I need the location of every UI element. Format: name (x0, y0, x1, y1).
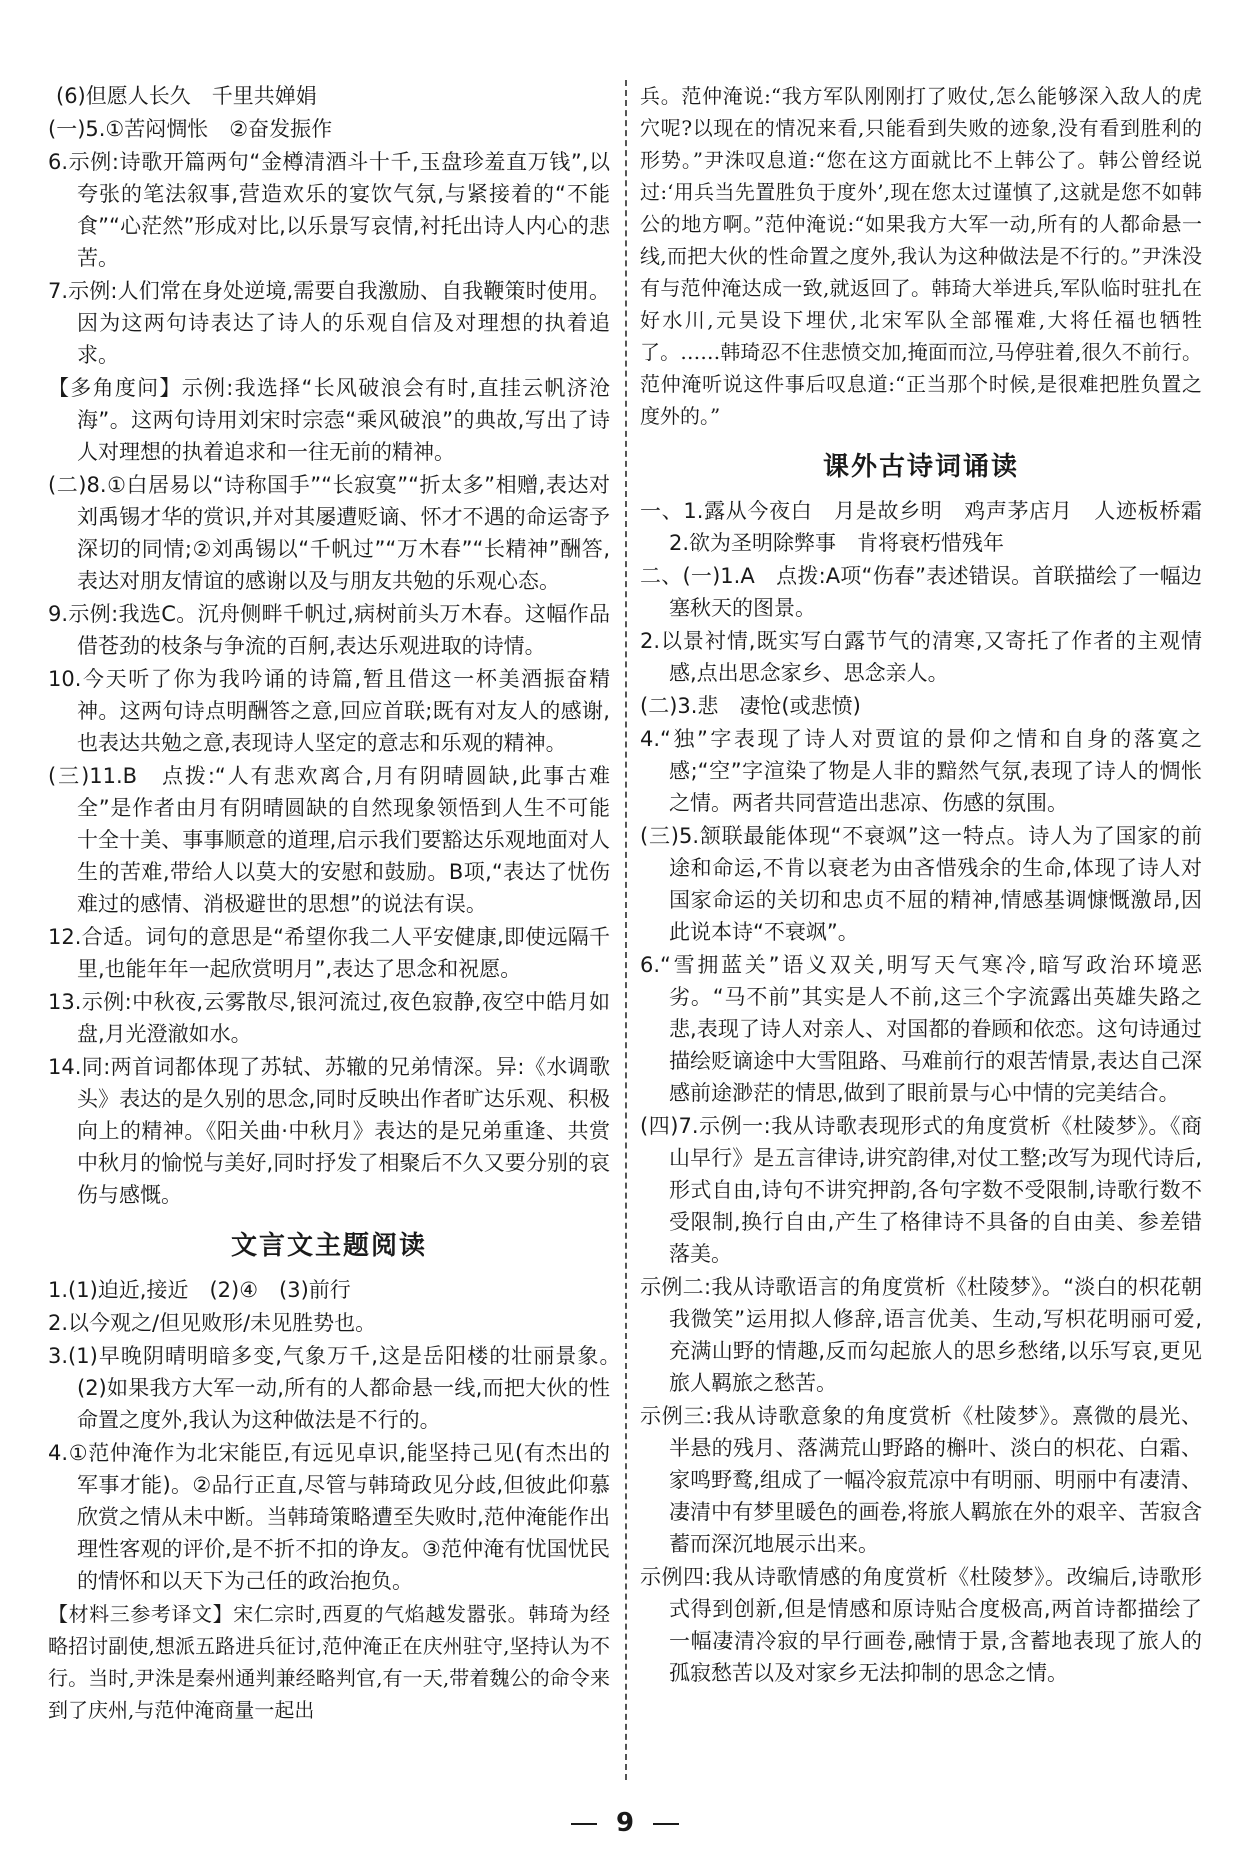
section-heading-extra-poetry: 课外古诗词诵读 (822, 452, 1019, 482)
answer-paragraph: 4.①范仲淹作为北宋能臣,有远见卓识,能坚持己见(有杰出的军事才能)。②品行正直,尽管与韩琦政见分歧,但彼此仰慕欣赏之情从未中断。当韩琦策略遭至失败时,范仲淹能作出理性客观的评价,是不折不扣的诤友。③范仲淹有忧国忧民的情怀和以天下为己任的政治抱负。 (48, 1441, 610, 1593)
answer-paragraph: (一)5.①苦闷惆怅 ②奋发振作 (48, 117, 333, 141)
answer-paragraph: 示例三:我从诗歌意象的角度赏析《杜陵梦》。熹微的晨光、半悬的残月、落满荒山野路的槲叶、淡白的枳花、白霜、家鸣野鹜,组成了一幅冷寂荒凉中有明丽、明丽中有凄清、凄清中有梦里暖色的画卷,将旅人羁旅在外的艰辛、苦寂含蓄而深沉地展示出来。 (640, 1404, 1202, 1556)
answer-paragraph: 14.同:两首词都体现了苏轼、苏辙的兄弟情深。异:《水调歌头》表达的是久别的思念,同时反映出作者旷达乐观、积极向上的精神。《阳关曲·中秋月》表达的是兄弟重逢、共赏中秋月的愉悦与美好,同时抒发了相聚后不久又要分别的哀伤与感慨。 (48, 1055, 610, 1207)
answer-paragraph: 3.(1)早晚阴晴明暗多变,气象万千,这是岳阳楼的壮丽景象。 (2)如果我方大军一动,所有的人都命悬一线,而把大伙的性命置之度外,我认为这种做法是不行的。 (48, 1344, 631, 1432)
answer-paragraph: 【材料三参考译文】宋仁宗时,西夏的气焰越发嚣张。韩琦为经略招讨副使,想派五路进兵征讨,范仲淹正在庆州驻守,坚持认为不行。当时,尹洙是秦州通判兼经略判官,有一天,带着魏公的命令来到了庆州,与范仲淹商量一起出 (48, 1602, 610, 1722)
page-number-right-dash (653, 1823, 679, 1825)
page-number (0, 1808, 1250, 1838)
answer-paragraph: (四)7.示例一:我从诗歌表现形式的角度赏析《杜陵梦》。《商山早行》是五言律诗,讲究韵律,对仗工整;改写为现代诗后,形式自由,诗句不讲究押韵,各句字数不受限制,诗歌行数不受限制,换行自由,产生了格律诗不具备的自由美、参差错落美。 (640, 1114, 1202, 1266)
translation-continuation-block (640, 80, 1202, 432)
classical-chinese-answers-block (48, 1274, 631, 1726)
extra-poetry-answers-block (640, 495, 1223, 1689)
answer-paragraph: 12.合适。词句的意思是“希望你我二人平安健康,即使远隔千里,也能年年一起欣赏明月”,表达了思念和祝愿。 (48, 925, 610, 981)
right-column (640, 80, 1223, 1690)
answer-paragraph: 兵。范仲淹说:“我方军队刚刚打了败仗,怎么能够深入敌人的虎穴呢?以现在的情况来看,只能看到失败的迹象,没有看到胜利的形势。”尹洙叹息道:“您在这方面就比不上韩公了。韩公曾经说过:‘用兵当先置胜负于度外’,现在您太过谨慎了,这就是您不如韩公的地方啊。”范仲淹说:“如果我方大军一动,所有的人都命悬一线,而把大伙的性命置之度外,我认为这种做法是不行的。”尹洙没有与范仲淹达成一致,就返回了。韩琦大举进兵,军队临时驻扎在好水川,元昊设下埋伏,北宋军队全部罹难,大将任福也牺牲了。……韩琦忍不住悲愤交加,掩面而泣,马停驻着,很久不前行。范仲淹听说这件事后叹息道:“正当那个时候,是很难把胜负置之度外的。” (640, 84, 1202, 428)
page-number-left-dash (571, 1823, 597, 1825)
answer-paragraph: (二)3.悲 凄怆(或悲愤) (640, 694, 861, 718)
answer-paragraph: (三)11.B 点拨:“人有悲欢离合,月有阴晴圆缺,此事古难全”是作者由月有阴晴圆缺的自然现象领悟到人生不可能十全十美、事事顺意的道理,启示我们要豁达乐观地面对人生的苦难,带给人以莫大的安慰和鼓励。B项,“表达了忧伤难过的感情、消极避世的思想”的说法有误。 (48, 764, 610, 916)
answer-paragraph: 二、(一)1.A 点拨:A项“伤春”表述错误。首联描绘了一幅边塞秋天的图景。 (640, 564, 1202, 620)
left-answers-block (48, 80, 610, 1211)
answer-paragraph: 示例二:我从诗歌语言的角度赏析《杜陵梦》。“淡白的枳花朝我微笑”运用拟人修辞,语言优美、生动,写枳花明丽可爱,充满山野的情趣,反而勾起旅人的思乡愁绪,以乐写哀,更见旅人羁旅之愁苦。 (640, 1275, 1202, 1395)
answer-paragraph: (6)但愿人长久 千里共婵娟 (56, 84, 317, 108)
answer-paragraph: 6.示例:诗歌开篇两句“金樽清酒斗十千,玉盘珍羞直万钱”,以夸张的笔法叙事,营造欢乐的宴饮气氛,与紧接着的“不能食”“心茫然”形成对比,以乐景写哀情,衬托出诗人内心的悲苦。 (48, 150, 610, 270)
answer-paragraph: 2.以景衬情,既实写白露节气的清寒,又寄托了作者的主观情感,点出思念家乡、思念亲人。 (640, 629, 1202, 685)
answer-paragraph: 一、1.露从今夜白 月是故乡明 鸡声茅店月 人迹板桥霜 2.欲为圣明除弊事 肯将衰朽惜残年 (640, 499, 1223, 555)
answer-paragraph: 1.(1)迫近,接近 (2)④ (3)前行 (48, 1278, 351, 1302)
left-column (48, 80, 631, 1727)
column-divider (625, 80, 627, 1780)
page-number-value: 9 (615, 1808, 635, 1838)
answer-paragraph: 2.以今观之/但见败形/未见胜势也。 (48, 1311, 377, 1335)
answer-paragraph: (二)8.①白居易以“诗称国手”“长寂寞”“折太多”相赠,表达对刘禹锡才华的赏识,并对其屡遭贬谪、怀才不遇的命运寄予深切的同情;②刘禹锡以“千帆过”“万木春”“长精神”酬答,表达对朋友情谊的感谢以及与朋友共勉的乐观心态。 (48, 473, 610, 593)
answer-paragraph: 示例四:我从诗歌情感的角度赏析《杜陵梦》。改编后,诗歌形式得到创新,但是情感和原诗贴合度极高,两首诗都描绘了一幅凄清冷寂的早行画卷,融情于景,含蓄地表现了旅人的孤寂愁苦以及对家乡无法抑制的思念之情。 (640, 1565, 1202, 1685)
answer-paragraph: 4.“独”字表现了诗人对贾谊的景仰之情和自身的落寞之感;“空”字渲染了物是人非的黯然气氛,表现了诗人的惆怅之情。两者共同营造出悲凉、伤感的氛围。 (640, 727, 1202, 815)
answer-paragraph: 6.“雪拥蓝关”语义双关,明写天气寒冷,暗写政治环境恶劣。“马不前”其实是人不前,这三个字流露出英雄失路之悲,表现了诗人对亲人、对国都的眷顾和依恋。这句诗通过描绘贬谪途中大雪阻路、马难前行的艰苦情景,表达自己深感前途渺茫的情思,做到了眼前景与心中情的完美结合。 (640, 953, 1202, 1105)
answer-paragraph: 10.今天听了你为我吟诵的诗篇,暂且借这一杯美酒振奋精神。这两句诗点明酬答之意,回应首联;既有对友人的感谢,也表达共勉之意,表现诗人坚定的意志和乐观的精神。 (48, 667, 610, 755)
answer-paragraph: 【多角度问】示例:我选择“长风破浪会有时,直挂云帆济沧海”。这两句诗用刘宋时宗悫“乘风破浪”的典故,写出了诗人对理想的执着追求和一往无前的精神。 (48, 376, 610, 464)
answer-paragraph: (三)5.颔联最能体现“不衰飒”这一特点。诗人为了国家的前途和命运,不肯以衰老为由吝惜残余的生命,体现了诗人对国家命运的关切和忠贞不屈的精神,情感基调慷慨激昂,因此说本诗“不衰飒”。 (640, 824, 1202, 944)
answer-paragraph: 7.示例:人们常在身处逆境,需要自我激励、自我鞭策时使用。因为这两句诗表达了诗人的乐观自信及对理想的执着追求。 (48, 279, 610, 367)
answer-paragraph: 13.示例:中秋夜,云雾散尽,银河流过,夜色寂静,夜空中皓月如盘,月光澄澈如水。 (48, 990, 610, 1046)
answer-paragraph: 9.示例:我选C。沉舟侧畔千帆过,病树前头万木春。这幅作品借苍劲的枝条与争流的百舸,表达乐观进取的诗情。 (48, 602, 610, 658)
section-heading-classical-chinese: 文言文主题阅读 (230, 1231, 427, 1261)
